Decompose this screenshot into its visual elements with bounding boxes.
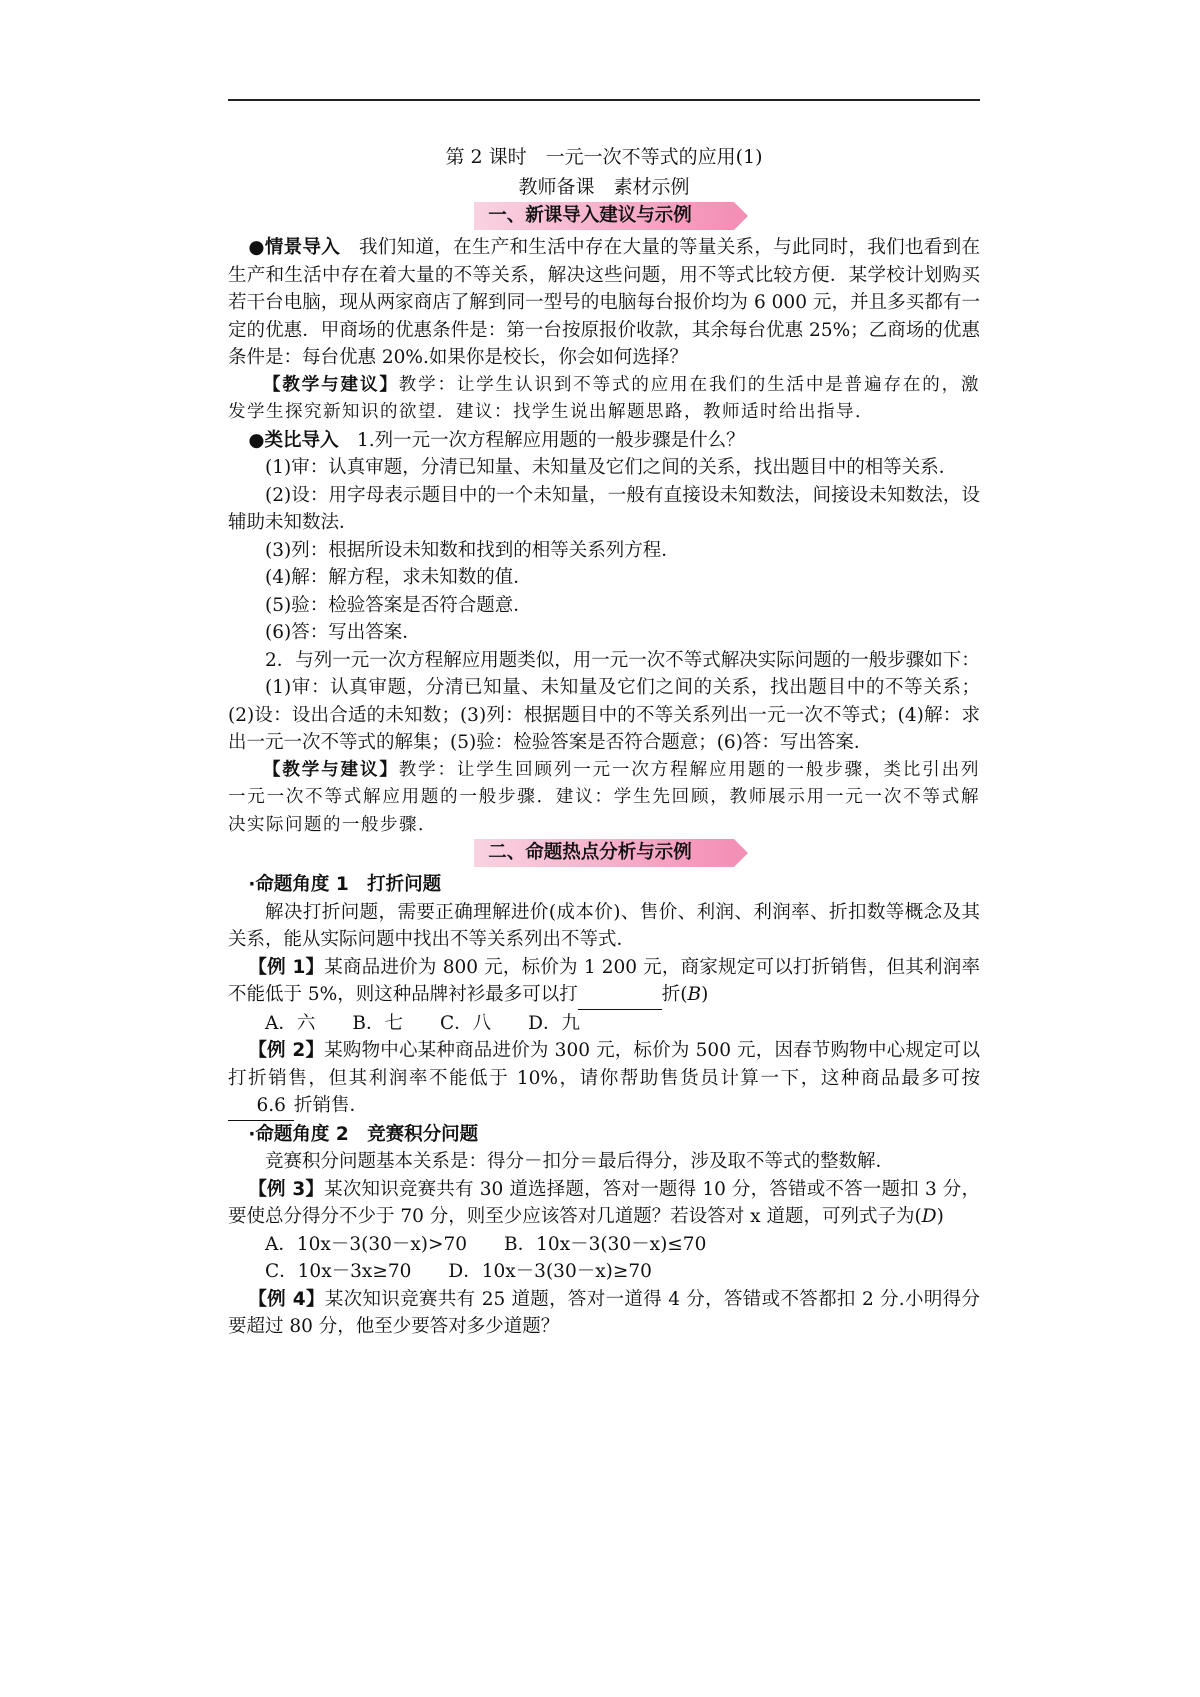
- example-4-text: 某次知识竞赛共有 25 道题，答对一道得 4 分，答错或不答都扣 2 分.小明得分要超过 80 分，他至少要答对多少道题？: [228, 1288, 980, 1337]
- example-1-tail: 折(: [661, 984, 688, 1005]
- question-2: 2．与列一元一次方程解应用题类似，用一元一次不等式解决实际问题的一般步骤如下：: [265, 649, 980, 671]
- suggestion-2-text: 教学：让学生回顾列一元一次方程解应用题的一般步骤，类比引出列一元一次不等式解应用题的一般步骤．建议：学生先回顾，教师展示用一元一次不等式解决实际问题的一般步骤．: [228, 759, 981, 835]
- intro-text: 我们知道，在生产和生活中存在大量的等量关系，与此同时，我们也看到在生产和生活中存在着大量的不等关系，解决这些问题，用不等式比较方便．某学校计划购买若干台电脑，现从两家商店了解到同一型号的电脑每台报价均为 6 000 元，并且多买都有一定的优惠．甲商场的优惠条件是：第一台按原报价收款，其余每台优惠 25%；乙商场的优惠条件是：每台优惠 20%.如果你是校长，你会如何选择？: [228, 237, 980, 368]
- example-2-tail: 折销售．: [294, 1095, 369, 1116]
- example-3-options-row1: A．10x－3(30－x)>70 B．10x－3(30－x)≤70: [265, 1233, 707, 1255]
- example-1-options: A．六 B．七 C．八 D．九: [265, 1012, 580, 1034]
- step-2: (2)设：用字母表示题目中的一个未知量，一般有直接设未知数法，间接设未知数法，设辅助未知数法．: [228, 484, 980, 533]
- example-1-text: 某商品进价为 800 元，标价为 1 200 元，商家规定可以打折销售，但其利润率不能低于 5%，则这种品牌衬衫最多可以打: [228, 956, 980, 1005]
- example-2-answer: 6.6: [228, 1092, 294, 1121]
- step-1: (1)审：认真审题，分清已知量、未知量及它们之间的关系，找出题目中的相等关系．: [265, 457, 958, 478]
- angle-1-heading: [228, 871, 980, 899]
- analogy-label: ●类比导入: [248, 429, 339, 451]
- example-1-answer: B: [687, 984, 702, 1005]
- suggestion-2-label: 【教学与建议】: [263, 759, 399, 780]
- suggestion-1-label: 【教学与建议】: [263, 374, 399, 395]
- example-1-blank: [578, 981, 662, 1010]
- example-3-close: ): [936, 1206, 944, 1227]
- analogy-text: 1.列一元一次方程解应用题的一般步骤是什么？: [338, 429, 745, 451]
- example-1-label: 【例 1】: [248, 956, 325, 978]
- example-3-label: 【例 3】: [248, 1178, 325, 1200]
- angle-1-text: 解决打折问题，需要正确理解进价(成本价)、售价、利润、利润率、折扣数等概念及其关系，能从实际问题中找出不等关系列出不等式．: [228, 901, 980, 950]
- example-3-options-row2: C．10x－3x≥70 D．10x－3(30－x)≥70: [265, 1261, 652, 1282]
- step-4: (4)解：解方程，求未知数的值．: [265, 567, 532, 588]
- suggestion-2: [228, 757, 980, 840]
- page-body: [228, 142, 980, 1341]
- angle-2-text: 竞赛积分问题基本关系是：得分－扣分＝最后得分，涉及取不等式的整数解．: [265, 1151, 895, 1172]
- example-2: [228, 1037, 980, 1121]
- example-2-text: 某购物中心某种商品进价为 300 元，标价为 500 元，因春节购物中心规定可以打折销售，但其利润率不能低于 10%，请你帮助售货员计算一下，这种商品最多可按: [228, 1040, 980, 1089]
- question-2-steps: (1)审：认真审题，分清已知量、未知量及它们之间的关系，找出题目中的不等关系；(2)设：设出合适的未知数；(3)列：根据题目中的不等关系列出一元一次不等式；(4)解：求出一元一次不等式的解集；(5)验：检验答案是否符合题意；(6)答：写出答案．: [228, 677, 980, 753]
- suggestion-1: [228, 372, 980, 427]
- step-6: (6)答：写出答案．: [265, 622, 421, 643]
- angle-1-label: ·命题角度 1 打折问题: [248, 874, 442, 895]
- example-4-label: 【例 4】: [248, 1288, 325, 1310]
- example-3-text: 某次知识竞赛共有 30 道选择题，答对一题得 10 分，答错或不答一题扣 3 分，要使总分得分不少于 70 分，则至少应该答对几道题？若设答对 x 道题，可列式子为(: [228, 1178, 980, 1227]
- angle-2-heading: [228, 1121, 980, 1149]
- example-4: [228, 1286, 980, 1341]
- analogy-paragraph: [228, 427, 980, 455]
- lesson-title: 第 2 课时 一元一次不等式的应用(1): [445, 146, 763, 168]
- section2-banner-wrap: [228, 839, 980, 871]
- example-3: [228, 1176, 980, 1231]
- section1-banner: 一、新课导入建议与示例: [474, 202, 734, 230]
- example-2-label: 【例 2】: [248, 1040, 325, 1061]
- example-1-close: ): [701, 984, 709, 1005]
- intro-paragraph: [228, 234, 980, 372]
- step-5: (5)验：检验答案是否符合题意．: [265, 594, 532, 616]
- suggestion-1-text: 教学：让学生认识到不等式的应用在我们的生活中是普遍存在的，激发学生探究新知识的欲望．建议：找学生说出解题思路，教师适时给出指导．: [228, 374, 981, 422]
- intro-label: ●情景导入: [248, 237, 341, 258]
- example-3-answer: D: [921, 1206, 937, 1227]
- header-rule: [228, 99, 980, 101]
- section1-banner-wrap: [228, 202, 980, 234]
- example-1: [228, 954, 980, 1010]
- section2-banner: 二、命题热点分析与示例: [474, 839, 734, 867]
- step-3: (3)列：根据所设未知数和找到的相等关系列方程．: [265, 539, 680, 561]
- angle-2-label: ·命题角度 2 竞赛积分问题: [248, 1123, 479, 1145]
- lesson-subtitle: 教师备课 素材示例: [518, 176, 690, 198]
